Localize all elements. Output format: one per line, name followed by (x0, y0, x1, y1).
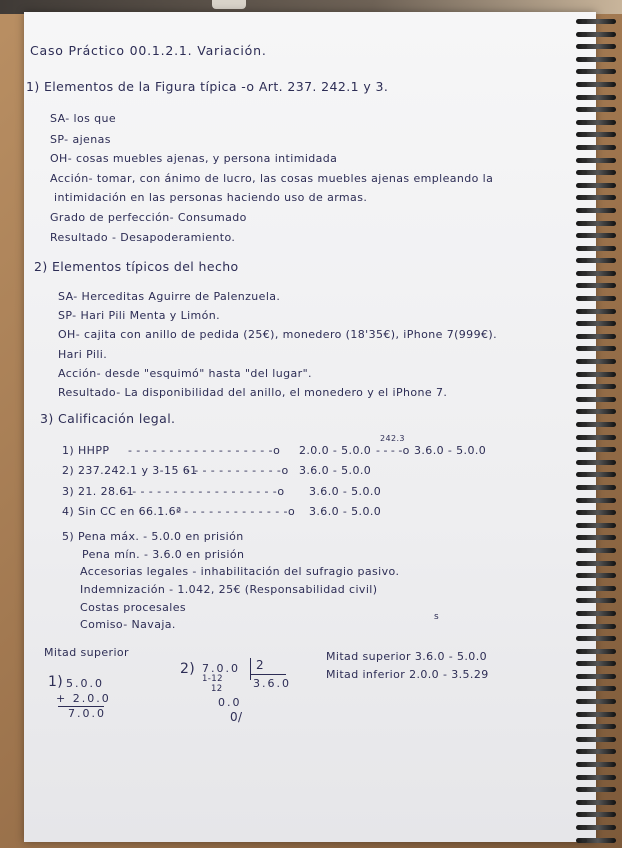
calif-row-2-value: 3.6.0 - 5.0.0 (299, 464, 372, 477)
note-pena-max: 5) Pena máx. - 5.0.0 en prisión (62, 530, 244, 543)
section-2-heading: 2) Elementos típicos del hecho (34, 259, 239, 274)
calif-row-3-label: 3) 21. 28.61 (62, 485, 135, 498)
calc1-operand-b: + 2.0.0 (56, 692, 111, 705)
calif-row-1-value: 2.0.0 - 5.0.0 (299, 444, 372, 457)
spiral-binding (576, 18, 616, 844)
calif-row-4-dashes: - - - - - - - - - - - - - -o (176, 505, 296, 518)
calif-row-1-dashes: - - - - - - - - - - - - - - - - - -o (128, 444, 281, 457)
calif-row-3-value: 3.6.0 - 5.0.0 (309, 485, 382, 498)
calc2-divisor-line (250, 674, 286, 675)
s2-line-victim: Hari Pili. (58, 348, 108, 361)
note-comiso: Comiso- Navaja. (80, 618, 176, 631)
section-3-heading: 3) Calificación legal. (40, 411, 176, 426)
note-indemnizacion: Indemnización - 1.042, 25€ (Responsabilidad civil) (80, 583, 378, 596)
s2-line-accion: Acción- desde "esquimó" hasta "del lugar". (58, 367, 312, 380)
calc1-result: 7.0.0 (68, 707, 106, 720)
page-title: Caso Práctico 00.1.2.1. Variación. (30, 43, 267, 58)
s2-line-resultado: Resultado- La disponibilidad del anillo, el monedero y el iPhone 7. (58, 386, 448, 399)
calif-row-3-dashes: - - - - - - - - - - - - - - - - - - -o (124, 485, 285, 498)
calif-row-2-label: 2) 237.242.1 y 3-15 61 (62, 464, 198, 477)
calc2-step-2: 12 (211, 684, 223, 694)
calc1-marker: 1) (48, 674, 64, 690)
stray-mark: s (434, 612, 440, 622)
calif-row-1-arrow-label: 242.3 (380, 434, 405, 443)
calc2-division-bar (250, 658, 251, 680)
s2-line-sa: SA- Herceditas Aguirre de Palenzuela. (58, 290, 281, 303)
s1-line-accion: Acción- tomar, con ánimo de lucro, las cosas muebles ajenas empleando la (50, 172, 494, 185)
calc2-marker: 2) (180, 661, 196, 677)
mitad-superior-label: Mitad superior (44, 646, 129, 659)
calc2-quotient: 3.6.0 (253, 677, 291, 690)
note-costas: Costas procesales (80, 601, 187, 614)
section-1-heading: 1) Elementos de la Figura típica -o Art. 237. 242.1 y 3. (26, 79, 389, 94)
s2-line-sp: SP- Hari Pili Menta y Limón. (58, 309, 221, 322)
calc1-operand-a: 5.0.0 (66, 677, 104, 690)
s2-line-oh: OH- cajita con anillo de pedida (25€), monedero (18'35€), iPhone 7(999€). (58, 328, 497, 341)
sticker (212, 0, 246, 9)
calif-row-2-dashes: - - - - - - - - - - - -o (186, 464, 289, 477)
calif-row-4-value: 3.6.0 - 5.0.0 (309, 505, 382, 518)
summary-mitad-inferior: Mitad inferior 2.0.0 - 3.5.29 (326, 668, 489, 681)
s1-line-sa: SA- los que (50, 112, 117, 125)
calif-row-1-value-2: 3.6.0 - 5.0.0 (414, 444, 487, 457)
summary-mitad-superior: Mitad superior 3.6.0 - 5.0.0 (326, 650, 487, 663)
s1-line-accion-cont: intimidación en las personas haciendo uso de armas. (54, 191, 368, 204)
note-accesorias: Accesorias legales - inhabilitación del sufragio pasivo. (80, 565, 400, 578)
s1-line-resultado: Resultado - Desapoderamiento. (50, 231, 236, 244)
calc2-step-1: 1-12 (202, 674, 223, 684)
note-pena-min: Pena mín. - 3.6.0 en prisión (82, 548, 245, 561)
notebook-page (24, 12, 596, 842)
calc2-step-3: 0.0 (218, 696, 242, 709)
calc2-step-4: 0/ (230, 710, 243, 724)
s1-line-grado: Grado de perfección- Consumado (50, 211, 247, 224)
calif-row-4-label: 4) Sin CC en 66.1.6ª (62, 505, 182, 518)
s1-line-sp: SP- ajenas (50, 133, 111, 146)
calc2-dividend: 7.0.0 (202, 662, 240, 675)
calc2-divisor: 2 (256, 658, 265, 672)
calif-row-1-arrow: - - - -o (376, 444, 410, 457)
s1-line-oh: OH- cosas muebles ajenas, y persona intimidada (50, 152, 338, 165)
calif-row-1-label: 1) HHPP (62, 444, 110, 457)
